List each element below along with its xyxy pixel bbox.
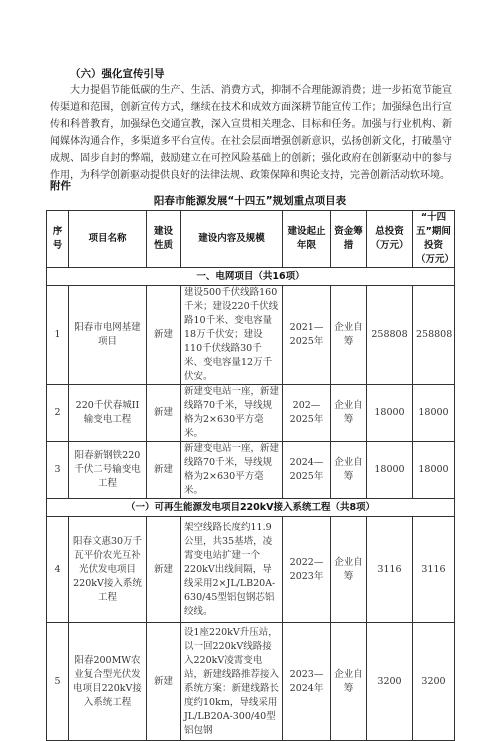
cell-total: 3116	[367, 517, 413, 623]
cell-funding: 企业自筹	[331, 286, 367, 385]
section-heading: （六）强化宣传引导	[70, 68, 165, 80]
header-nature: 建设性质	[147, 211, 181, 268]
cell-plan: 3200	[413, 623, 455, 741]
header-no: 序号	[47, 211, 69, 268]
cell-no: 4	[47, 517, 69, 623]
header-plan: “十四五”期间投资（万元）	[413, 211, 455, 268]
section-paragraph: 大力提倡节能低碳的生产、生活、消费方式，抑制不合理能源消费；进一步拓宽节能宣传渠道和范围，创新宣传方式，继续在技术和成效方面深耕节能宣传工作；加强绿色出行宣传和科普教育，加强绿色交通宣教，深入宣贯相关理念、目标和任务。加强与行业机构、新闻媒体沟通合作，多渠道多平台宣传。在社会层面增强创新意识，弘扬创新文化，打破墨守成规、固步自封的弊端，鼓励建立在可控风险基础上的创新；强化政府在创新驱动中的参与作用，为科学创新驱动提供良好的法律法规、政策保障和舆论支持，完善创新活动软环境。	[50, 85, 452, 181]
cell-content: 新建变电站一座，新建线路70千米，导线规格为2×630平方毫米。	[181, 385, 283, 442]
cell-nature: 新建	[147, 286, 181, 385]
header-name: 项目名称	[69, 211, 147, 268]
cell-name: 220千伏春城II输变电工程	[69, 385, 147, 442]
header-total: 总投资（万元）	[367, 211, 413, 268]
cell-name: 阳春文惠30万千瓦平价农光互补光伏发电项目220kV接入系统工程	[69, 517, 147, 623]
header-period: 建设起止年限	[283, 211, 331, 268]
table-row	[47, 442, 455, 499]
table-header-row	[47, 211, 455, 268]
cell-total: 18000	[367, 385, 413, 442]
cell-name: 阳春新钢铁220千伏二号输变电工程	[69, 442, 147, 499]
group-row	[47, 268, 455, 286]
cell-nature: 新建	[147, 517, 181, 623]
cell-content: 建设500千伏线路160千米；建设220千伏线路10千米、变电容量18万千伏安；建设110千伏线路30千米、变电容量12万千伏安。	[181, 286, 283, 385]
cell-plan: 18000	[413, 442, 455, 499]
cell-nature: 新建	[147, 385, 181, 442]
cell-plan: 258808	[413, 286, 455, 385]
cell-content: 架空线路长度约11.9公里，共35基塔，凌霄变电站扩建一个220kV出线间隔，导线采用2×JL/LB20A-630/45型铝包钢芯铝绞线。	[181, 517, 283, 623]
table-row	[47, 623, 455, 741]
cell-nature: 新建	[147, 442, 181, 499]
cell-period: 2021—2025年	[283, 286, 331, 385]
project-table	[46, 210, 455, 741]
cell-name: 阳春200MW农业复合型光伏发电项目220kV接入系统工程	[69, 623, 147, 741]
cell-plan: 3116	[413, 517, 455, 623]
cell-period: 2022—2023年	[283, 517, 331, 623]
cell-total: 3200	[367, 623, 413, 741]
cell-no: 2	[47, 385, 69, 442]
cell-total: 258808	[367, 286, 413, 385]
table-row	[47, 286, 455, 385]
cell-no: 5	[47, 623, 69, 741]
cell-funding: 企业自筹	[331, 442, 367, 499]
cell-funding: 企业自筹	[331, 385, 367, 442]
cell-no: 1	[47, 286, 69, 385]
cell-nature: 新建	[147, 623, 181, 741]
cell-funding: 企业自筹	[331, 623, 367, 741]
appendix-label: 附件	[50, 180, 71, 192]
cell-period: 2023—2024年	[283, 623, 331, 741]
table-title: 阳春市能源发展“十四五”规划重点项目表	[153, 195, 347, 207]
cell-period: 202—2025年	[283, 385, 331, 442]
table-row	[47, 517, 455, 623]
cell-funding: 企业自筹	[331, 517, 367, 623]
cell-content: 新建变电站一座，新建线路70千米，导线规格为2×630平方毫米。	[181, 442, 283, 499]
cell-plan: 18000	[413, 385, 455, 442]
table-row	[47, 385, 455, 442]
header-funding: 资金筹措	[331, 211, 367, 268]
cell-content: 设1座220kV升压站，以一回220kV线路接入220kV凌霄变电站，新建线路推荐接入系统方案：新建线路长度约10km，导线采用JL/LB20A-300/40型铝包钢	[181, 623, 283, 741]
group-title: （一）可再生能源发电项目220kV接入系统工程（共8项）	[47, 499, 455, 517]
cell-total: 18000	[367, 442, 413, 499]
group-row	[47, 499, 455, 517]
group-title: 一、电网项目（共16项）	[47, 268, 455, 286]
cell-period: 2024—2025年	[283, 442, 331, 499]
cell-no: 3	[47, 442, 69, 499]
cell-name: 阳春市电网基建项目	[69, 286, 147, 385]
header-content: 建设内容及规模	[181, 211, 283, 268]
